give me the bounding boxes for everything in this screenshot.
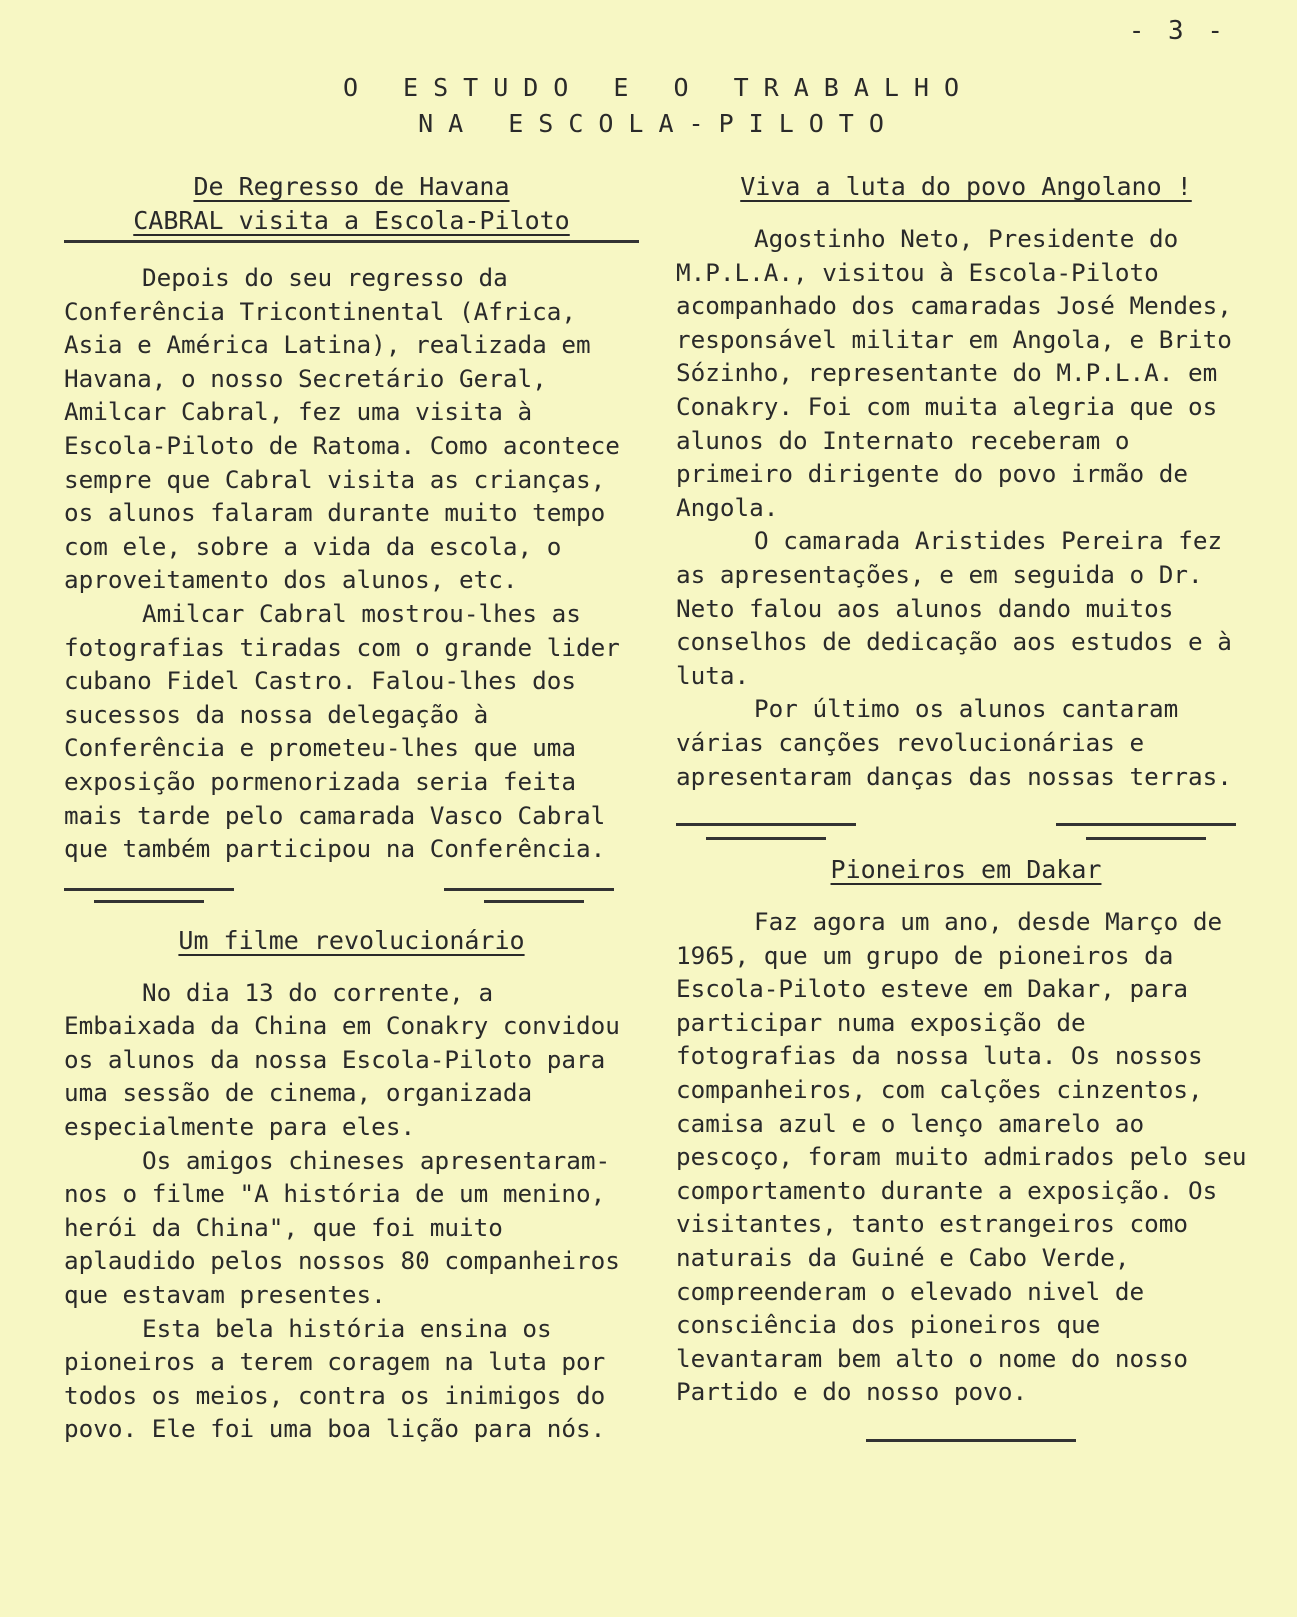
article-paragraph: Faz agora um ano, desde Março de 1965, que um grupo de pioneiros da Escola-Piloto esteve em Dakar, para participar numa exposição de fotografias da nossa luta. Os nossos companheiros, com calções cinzentos, camisa azul e o lenço amarelo ao pescoço, foram muito admirados pelo seu comportamento durante a exposição. Os visitantes, tanto estrangeiros como naturais da Guiné e Cabo Verde, compreenderam o elevado nivel de consciência dos pioneiros que levantaram bem alto o nome do nosso Partido e do nosso povo. <box>676 907 1247 1407</box>
article-paragraph: Agostinho Neto, Presidente do M.P.L.A., visitou à Escola-Piloto acompanhado dos camaradas José Mendes, responsável militar em Angola, e Brito Sózinho, representante do M.P.L.A. em Conakry. Foi com muita alegria que os alunos do Internato receberam o primeiro dirigente do povo irmão de Angola. <box>676 224 1232 522</box>
article-paragraph: Amilcar Cabral mostrou-lhes as fotografias tiradas com o grande lider cubano Fidel Castro. Falou-lhes dos sucessos da nossa delegação à Conferência e prometeu-lhes que uma exposição pormenorizada seria feita mais tarde pelo camarada Vasco Cabral que também participou na Conferência. <box>64 598 620 864</box>
end-divider <box>676 1409 1256 1449</box>
article-subheadline: CABRAL visita a Escola-Piloto <box>64 204 639 243</box>
article-revolutionary-film <box>64 906 639 1446</box>
article-paragraph: O camarada Aristides Pereira fez as apresentações, e em seguida o Dr. Neto falou aos alunos dando muitos conselhos de dedicação aos estudos e à luta. <box>676 526 1232 690</box>
article-cabral-visit <box>64 170 639 866</box>
article-paragraph: Os amigos chineses apresentaram-nos o filme "A história de um menino, herói da China", que foi muito aplaudido pelos nossos 80 companheiros que estavam presentes. <box>64 1145 620 1310</box>
title-line-1: O ESTUDO E O TRABALHO <box>342 73 975 102</box>
section-divider <box>676 793 1256 853</box>
right-column <box>676 170 1256 1449</box>
section-divider <box>64 866 639 906</box>
article-paragraph: Depois do seu regresso da Conferência Tricontinental (Africa, Asia e América Latina), realizada em Havana, o nosso Secretário Geral, Amilcar Cabral, fez uma visita à Escola-Piloto de Ratoma. Como acontece sempre que Cabral visita as crianças, os alunos falaram durante muito tempo com ele, sobre a vida da escola, o aproveitamento dos alunos, etc. <box>64 263 620 595</box>
page-title <box>0 70 1297 142</box>
article-paragraph: Esta bela história ensina os pioneiros a terem coragem na luta por todos os meios, contra os inimigos do povo. Ele foi uma boa lição para nós. <box>64 1313 606 1444</box>
article-headline: De Regresso de Havana <box>193 172 510 201</box>
article-pioneers-dakar <box>676 853 1256 1409</box>
page-number: - 3 - <box>1128 16 1227 46</box>
left-column <box>64 170 639 1446</box>
article-angola <box>676 170 1256 793</box>
title-line-2: NA ESCOLA-PILOTO <box>418 109 899 138</box>
article-headline: Viva a luta do povo Angolano ! <box>740 172 1192 201</box>
article-paragraph: Por último os alunos cantaram várias canções revolucionárias e apresentaram danças das nossas terras. <box>676 694 1232 791</box>
article-headline: Um filme revolucionário <box>178 925 525 955</box>
article-paragraph: No dia 13 do corrente, a Embaixada da China em Conakry convidou os alunos da nossa Escola-Piloto para uma sessão de cinema, organizada especialmente para eles. <box>64 977 620 1142</box>
article-headline: Pioneiros em Dakar <box>830 855 1102 885</box>
